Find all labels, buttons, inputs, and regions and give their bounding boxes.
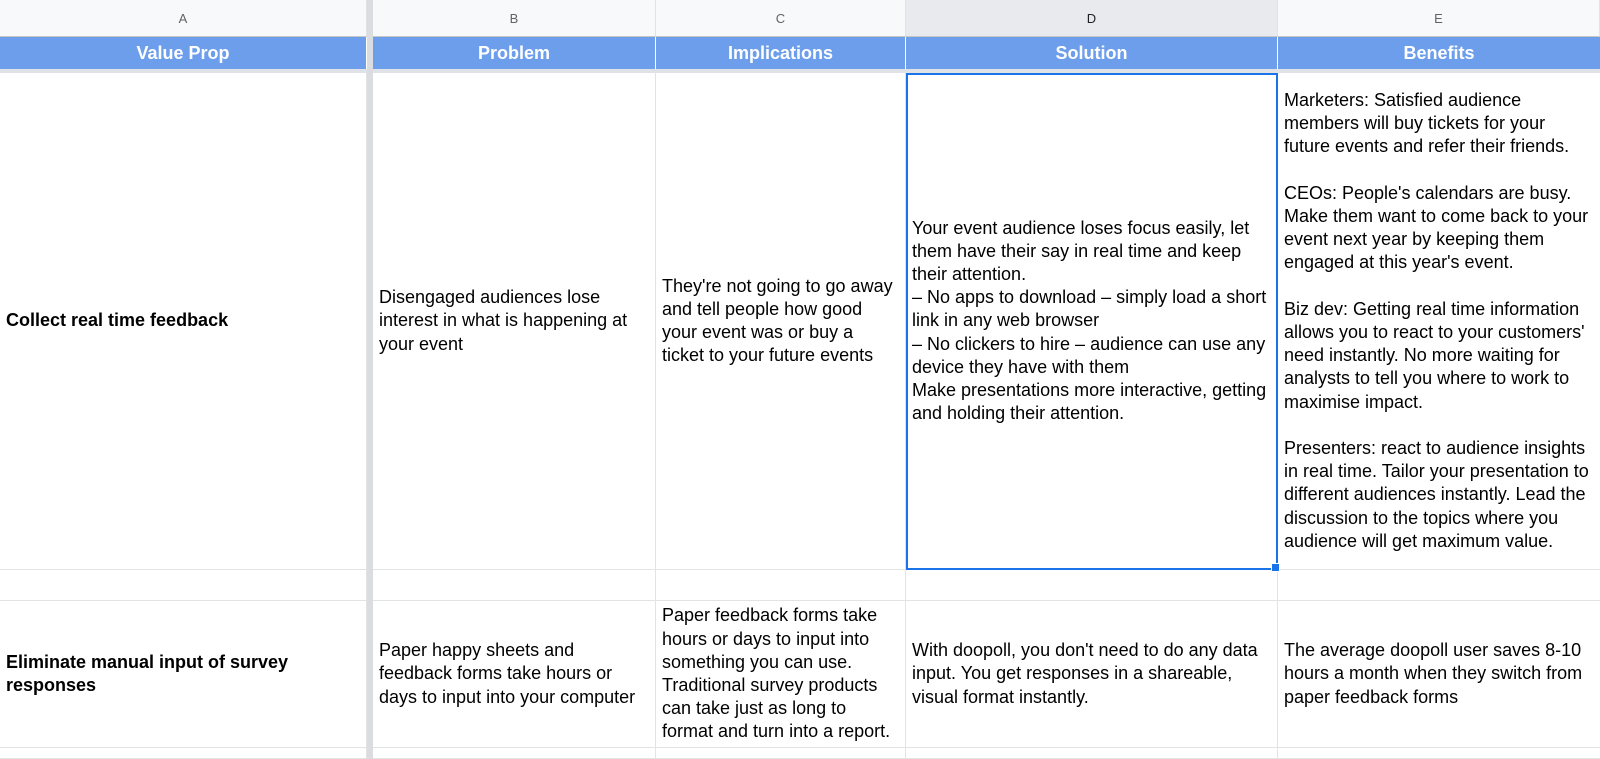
empty-cell[interactable] bbox=[1278, 570, 1600, 601]
header-cell-value-prop[interactable] bbox=[0, 37, 367, 69]
header-label: Implications bbox=[727, 42, 834, 63]
column-letter: A bbox=[178, 10, 188, 26]
column-letter: B bbox=[509, 10, 519, 26]
header-label: Problem bbox=[477, 42, 551, 63]
empty-cell[interactable] bbox=[373, 570, 656, 601]
header-label: Value Prop bbox=[136, 42, 230, 63]
header-label: Solution bbox=[1055, 42, 1128, 63]
cell-row2-value-prop[interactable]: Eliminate manual input of survey responses bbox=[0, 601, 367, 748]
cell-row1-value-prop[interactable]: Collect real time feedback bbox=[0, 73, 367, 570]
header-cell-benefits[interactable] bbox=[1278, 37, 1600, 69]
cell-row1-benefits[interactable]: Marketers: Satisfied audience members will buy tickets for your future events and refer their friends. CEOs: People's calendars are busy. Make them want to come back to your event next year by keeping them engaged at this year's event. Biz dev: Getting real time information allows you to react to your customers' need instantly. No more waiting for analysts to tell you where to work to maximise impact. Presenters: react to audience insights in real time. Tailor your presentation to different audiences instantly. Lead the discussion to the topics where you audience will get maximum value. bbox=[1278, 73, 1600, 570]
empty-cell[interactable] bbox=[0, 748, 367, 759]
empty-cell[interactable] bbox=[656, 570, 906, 601]
empty-cell[interactable] bbox=[373, 748, 656, 759]
cell-row2-implications[interactable]: Paper feedback forms take hours or days to input into something you can use. Traditional survey products can take just as long to format and turn into a report. bbox=[656, 601, 906, 748]
cell-row2-solution[interactable]: With doopoll, you don't need to do any data input. You get responses in a shareable, visual format instantly. bbox=[906, 601, 1278, 748]
empty-cell[interactable] bbox=[656, 748, 906, 759]
header-cell-problem[interactable] bbox=[373, 37, 656, 69]
fill-handle[interactable] bbox=[1271, 563, 1280, 572]
column-letter: E bbox=[1434, 10, 1443, 26]
header-cell-solution[interactable] bbox=[906, 37, 1278, 69]
cell-row1-implications[interactable]: They're not going to go away and tell people how good your event was or buy a ticket to your future events bbox=[656, 73, 906, 570]
cell-row1-solution[interactable]: Your event audience loses focus easily, let them have their say in real time and keep their attention. – No apps to download – simply load a short link in any web browser – No clickers to hire – audience can use any device they have with them Make presentations more interactive, getting and holding their attention. bbox=[906, 73, 1278, 570]
empty-cell[interactable] bbox=[906, 748, 1278, 759]
column-header-c[interactable] bbox=[656, 0, 906, 37]
column-header-b[interactable] bbox=[373, 0, 656, 37]
empty-cell[interactable] bbox=[906, 570, 1278, 601]
column-header-d[interactable] bbox=[906, 0, 1278, 37]
empty-cell[interactable] bbox=[0, 570, 367, 601]
column-letter: C bbox=[775, 10, 786, 26]
cell-row2-problem[interactable]: Paper happy sheets and feedback forms take hours or days to input into your computer bbox=[373, 601, 656, 748]
cell-row1-problem[interactable]: Disengaged audiences lose interest in what is happening at your event bbox=[373, 73, 656, 570]
cell-row2-benefits[interactable]: The average doopoll user saves 8-10 hours a month when they switch from paper feedback forms bbox=[1278, 601, 1600, 748]
column-header-a[interactable] bbox=[0, 0, 367, 37]
column-header-e[interactable] bbox=[1278, 0, 1600, 37]
empty-cell[interactable] bbox=[1278, 748, 1600, 759]
column-letter: D bbox=[1086, 10, 1097, 26]
header-label: Benefits bbox=[1403, 42, 1475, 63]
frozen-column-divider[interactable] bbox=[367, 0, 373, 759]
header-cell-implications[interactable] bbox=[656, 37, 906, 69]
